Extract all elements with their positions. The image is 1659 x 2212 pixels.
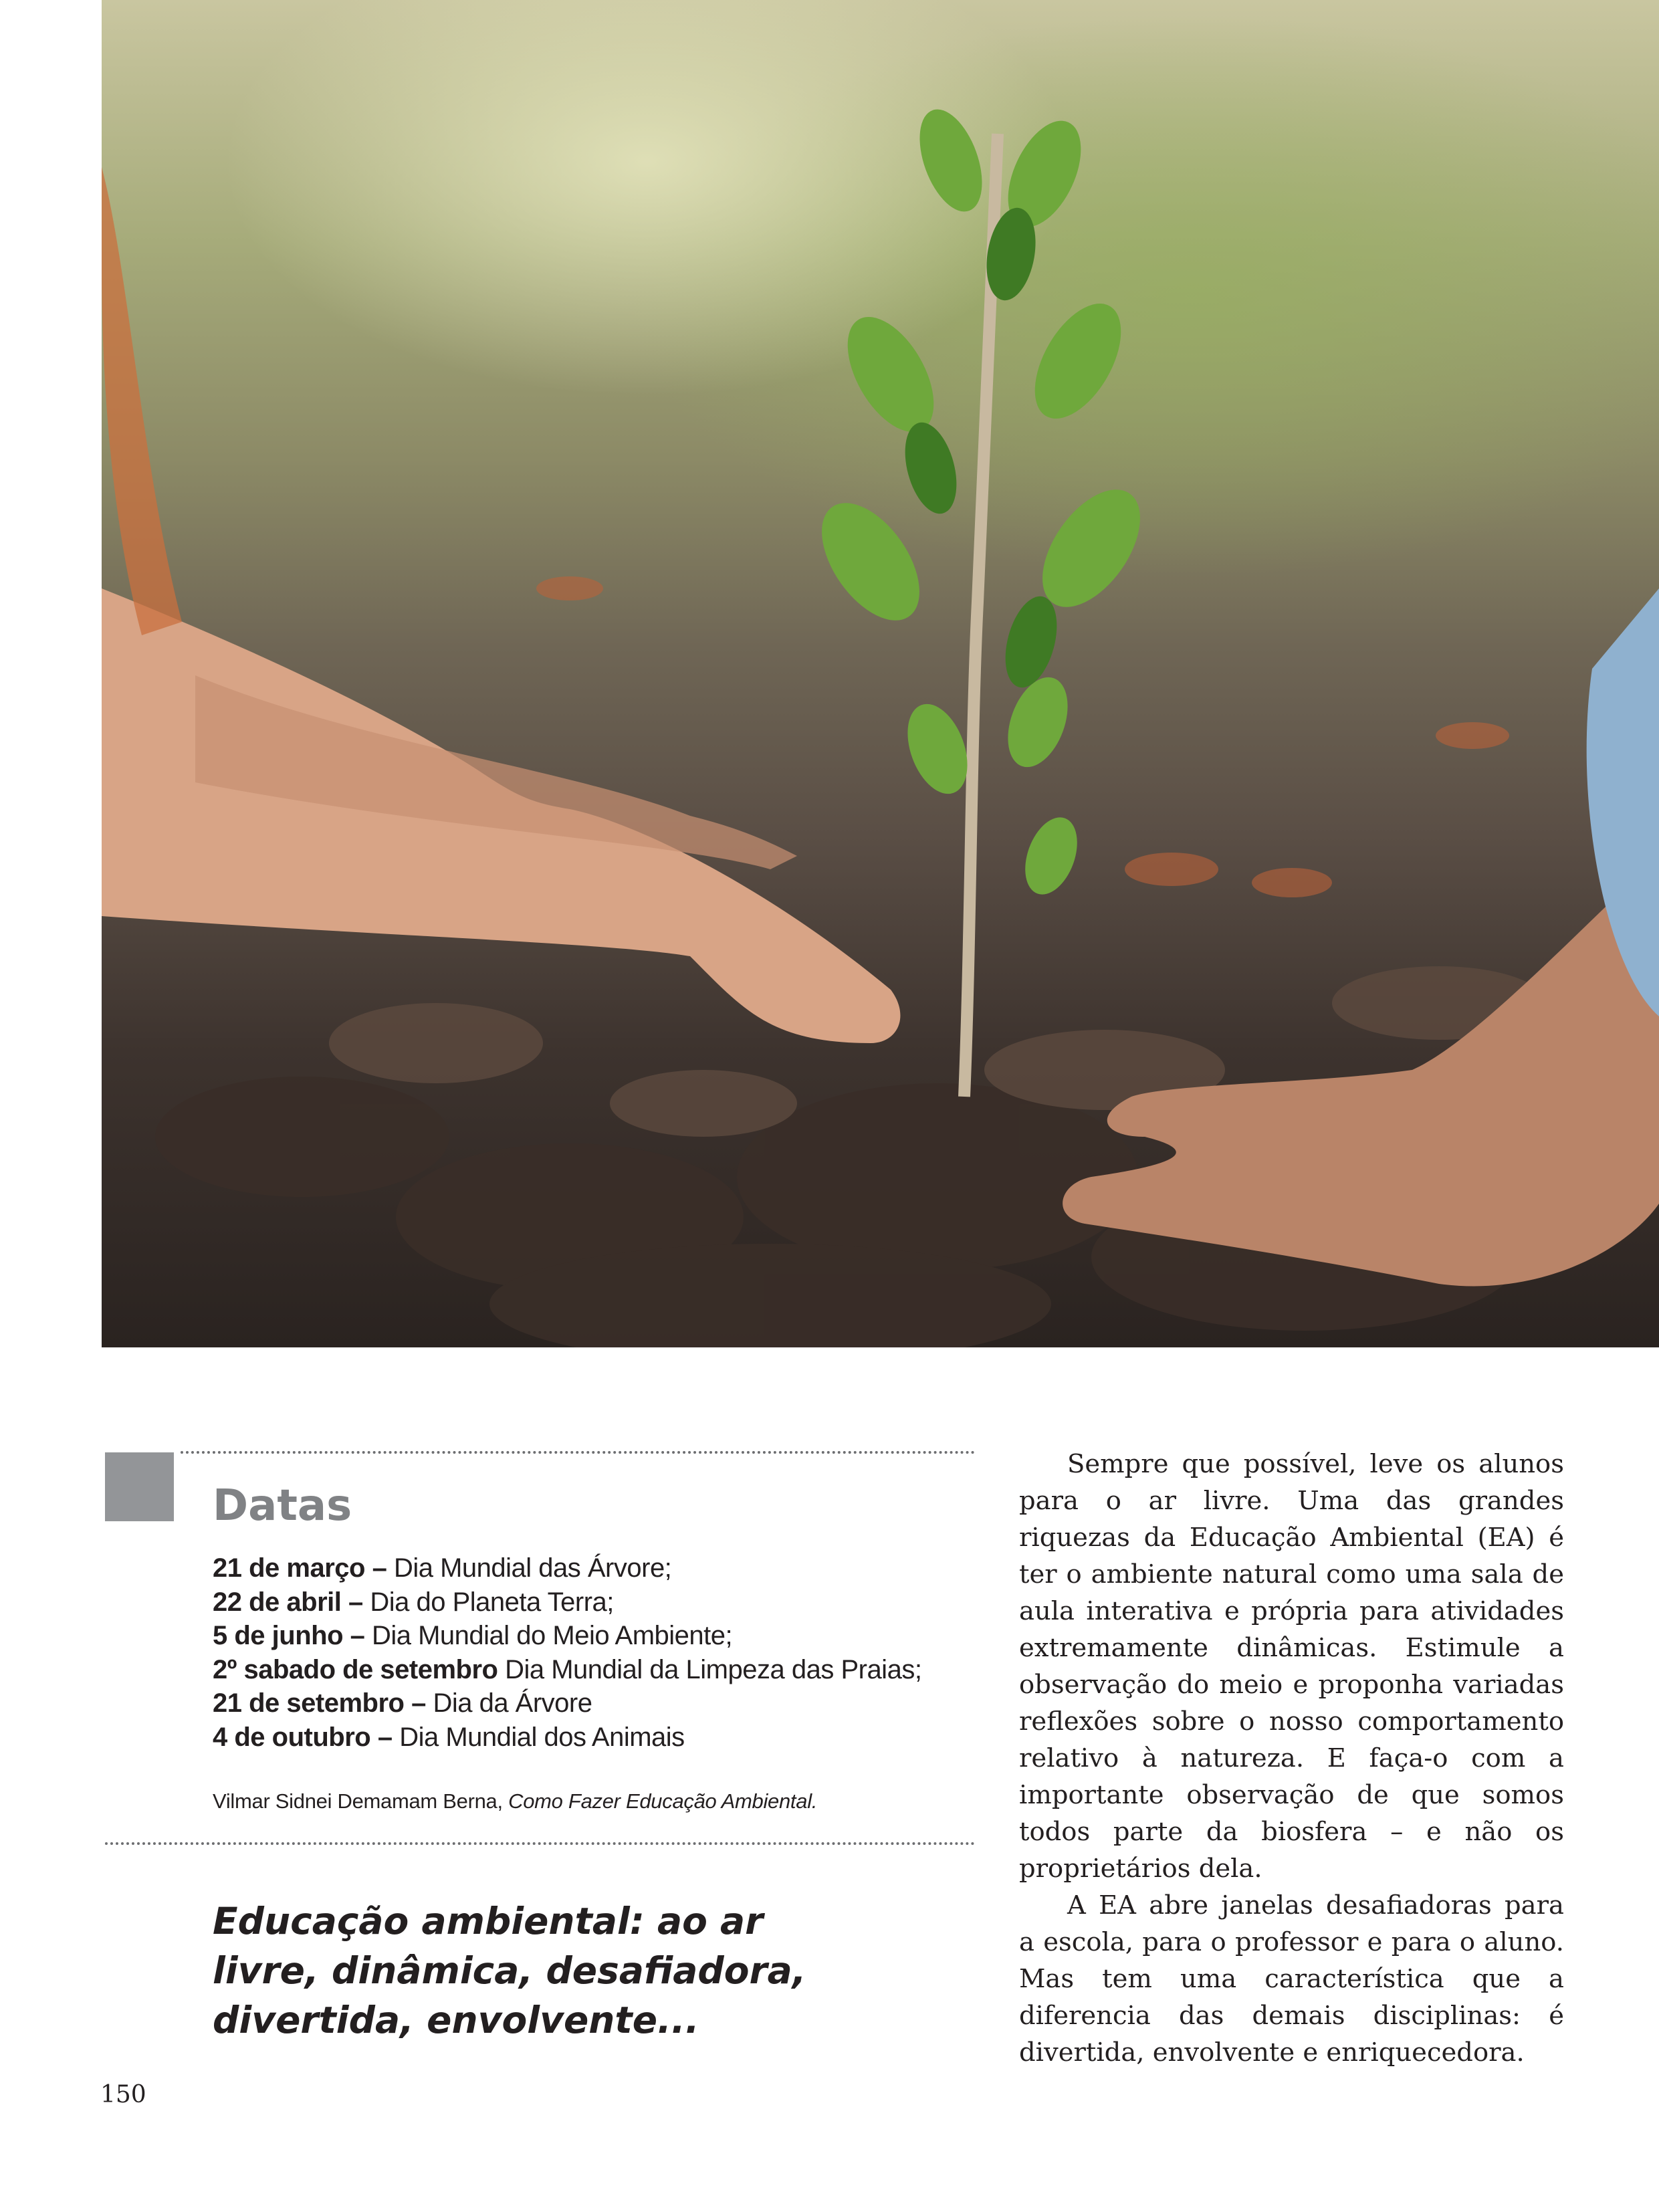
date-item: 4 de outubro – Dia Mundial dos Animais	[213, 1722, 685, 1752]
body-paragraph: Sempre que possível, leve os alunos para o ar livre. Uma das grandes riquezas da Educação Ambiental (EA) é ter o ambiente natural como uma sala de aula interativa e própria para atividades extremamente dinâmicas. Estimule a observação do meio e proponha variadas reflexões sobre o nosso comportamento relativo à natureza. E faça-o com a importante observação de que somos todos parte da biosfera – e não os proprietários dela.	[1019, 1449, 1564, 1884]
seedling-illustration	[102, 0, 1659, 1347]
dotted-divider-bottom	[105, 1842, 975, 1845]
hero-photo	[102, 0, 1659, 1347]
box-title: Datas	[213, 1481, 352, 1531]
body-column	[1019, 1446, 1564, 2071]
source-citation: Vilmar Sidnei Demamam Berna, Como Fazer Educação Ambiental.	[213, 1789, 818, 1813]
dotted-divider-top	[181, 1451, 975, 1454]
box-marker	[105, 1452, 174, 1521]
section-headline: Educação ambiental: ao ar livre, dinâmica, desafiadora, divertida, envolvente...	[213, 1900, 806, 2041]
dates-list	[213, 1551, 982, 1754]
date-item: 22 de abril – Dia do Planeta Terra;	[213, 1587, 614, 1617]
date-item: 21 de março – Dia Mundial das Árvore;	[213, 1553, 672, 1583]
date-item: 21 de setembro – Dia da Árvore	[213, 1688, 592, 1718]
body-paragraph: A EA abre janelas desafiadoras para a escola, para o professor e para o aluno. Mas tem uma característica que a diferencia das demais disciplinas: é divertida, envolvente e enriquecedora.	[1019, 1890, 1564, 2068]
date-item: 5 de junho – Dia Mundial do Meio Ambiente;	[213, 1621, 733, 1650]
page-number: 150	[100, 2081, 146, 2108]
date-item: 2º sabado de setembro Dia Mundial da Limpeza das Praias;	[213, 1654, 922, 1684]
